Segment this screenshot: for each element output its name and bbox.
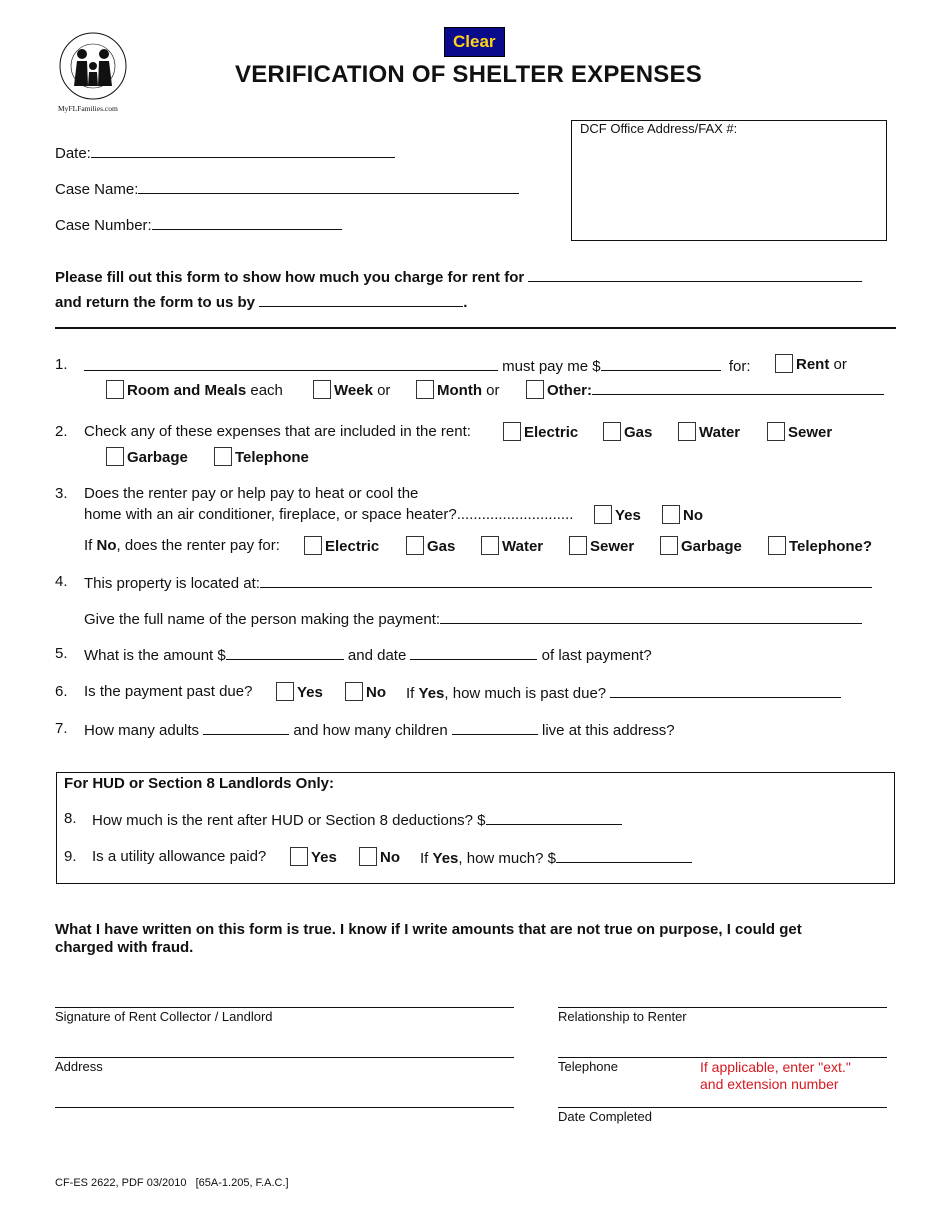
week-checkbox[interactable] [313, 380, 331, 399]
q1-payer-field[interactable] [84, 356, 498, 371]
signature-line[interactable] [55, 1007, 514, 1008]
q3-no-checkbox[interactable] [662, 505, 680, 524]
telephone-hint-2: and extension number [700, 1076, 839, 1092]
q7-adults-field[interactable] [203, 720, 289, 735]
return-by-field[interactable] [259, 292, 463, 307]
q6-yes-checkbox[interactable] [276, 682, 294, 701]
q7-children-field[interactable] [452, 720, 538, 735]
attest-line-1: What I have written on this form is true. I know if I write amounts that are not true on purpose, I could get [55, 921, 802, 938]
q3-if-no-text: If No, does the renter pay for: [84, 537, 280, 554]
form-title: VERIFICATION OF SHELTER EXPENSES [235, 61, 702, 88]
q3-telephone-option[interactable]: Telephone? [768, 536, 872, 555]
intro-line-1: Please fill out this form to show how much you charge for rent for [55, 267, 862, 286]
q3-line-1: Does the renter pay or help pay to heat or cool the [84, 485, 419, 502]
case-number-label: Case Number: [55, 217, 152, 234]
q3-no-option[interactable]: No [662, 505, 703, 524]
q3-garbage-option[interactable]: Garbage [660, 536, 742, 555]
family-logo-icon [52, 30, 134, 102]
q3-number: 3. [55, 485, 68, 502]
q3-sewer-option[interactable]: Sewer [569, 536, 634, 555]
q9-no-option[interactable]: No [359, 847, 400, 866]
q2-gas-checkbox[interactable] [603, 422, 621, 441]
q3-electric-option[interactable]: Electric [304, 536, 379, 555]
q4-address-field[interactable]: This property is located at: [84, 573, 872, 592]
q6-no-checkbox[interactable] [345, 682, 363, 701]
room-meals-option[interactable]: Room and Meals each [106, 380, 283, 399]
q2-text: Check any of these expenses that are included in the rent: [84, 423, 471, 440]
q9-yes-checkbox[interactable] [290, 847, 308, 866]
relationship-line[interactable] [558, 1007, 887, 1008]
address-label: Address [55, 1059, 103, 1074]
q3-yes-option[interactable]: Yes [594, 505, 641, 524]
q9-allowance-field[interactable]: If Yes, how much? $ [420, 848, 692, 867]
telephone-hint-1: If applicable, enter "ext." [700, 1059, 851, 1075]
q2-garbage-option[interactable]: Garbage [106, 447, 188, 466]
q6-yes-option[interactable]: Yes [276, 682, 323, 701]
q7-number: 7. [55, 720, 68, 737]
dcf-logo [52, 30, 134, 116]
q2-electric-checkbox[interactable] [503, 422, 521, 441]
q9-text: Is a utility allowance paid? [92, 848, 267, 865]
q2-water-option[interactable]: Water [678, 422, 740, 441]
date-completed-line[interactable] [558, 1107, 887, 1108]
q8-number: 8. [64, 810, 77, 827]
dcf-office-label: DCF Office Address/FAX #: [580, 121, 738, 136]
room-meals-checkbox[interactable] [106, 380, 124, 399]
q6-no-option[interactable]: No [345, 682, 386, 701]
q2-number: 2. [55, 423, 68, 440]
q9-yes-option[interactable]: Yes [290, 847, 337, 866]
section-divider [55, 327, 896, 329]
date-label: Date: [55, 145, 91, 162]
q3-sewer-checkbox[interactable] [569, 536, 587, 555]
q3-gas-option[interactable]: Gas [406, 536, 455, 555]
q2-sewer-checkbox[interactable] [767, 422, 785, 441]
q5-amount-field[interactable] [226, 645, 344, 660]
q4-payer-name-field[interactable]: Give the full name of the person making the payment: [84, 609, 862, 628]
q9-number: 9. [64, 848, 77, 865]
other-field[interactable] [592, 380, 884, 395]
q2-electric-option[interactable]: Electric [503, 422, 578, 441]
logo-caption: MyFLFamilies.com [58, 104, 118, 113]
date-completed-label: Date Completed [558, 1109, 652, 1124]
case-number-field[interactable] [55, 215, 342, 234]
q2-sewer-option[interactable]: Sewer [767, 422, 832, 441]
address-line-2[interactable] [55, 1107, 514, 1108]
relationship-label: Relationship to Renter [558, 1009, 687, 1024]
telephone-label: Telephone [558, 1059, 618, 1074]
attest-line-2: charged with fraud. [55, 939, 194, 956]
q2-garbage-checkbox[interactable] [106, 447, 124, 466]
other-option[interactable]: Other: [526, 380, 884, 399]
month-option[interactable]: Month or [416, 380, 500, 399]
q3-telephone-checkbox[interactable] [768, 536, 786, 555]
month-checkbox[interactable] [416, 380, 434, 399]
q1-line-1: must pay me $ for: [84, 356, 751, 375]
q3-electric-checkbox[interactable] [304, 536, 322, 555]
clear-button[interactable]: Clear [444, 27, 505, 57]
q6-text: Is the payment past due? [84, 683, 253, 700]
q7-line: How many adults and how many children live at this address? [84, 722, 675, 739]
q5-date-field[interactable] [410, 645, 537, 660]
q5-line: What is the amount $ and date of last payment? [84, 647, 652, 664]
address-line[interactable] [55, 1057, 514, 1058]
q3-water-checkbox[interactable] [481, 536, 499, 555]
q2-water-checkbox[interactable] [678, 422, 696, 441]
q3-gas-checkbox[interactable] [406, 536, 424, 555]
q6-number: 6. [55, 683, 68, 700]
q6-past-due-field[interactable]: If Yes, how much is past due? [406, 683, 841, 702]
q1-number: 1. [55, 356, 68, 373]
form-id-footer: CF-ES 2622, PDF 03/2010 [65A-1.205, F.A.C.] [55, 1177, 289, 1189]
q2-telephone-option[interactable]: Telephone [214, 447, 309, 466]
rent-for-field[interactable] [528, 267, 862, 282]
dcf-office-box[interactable] [571, 120, 887, 241]
q9-no-checkbox[interactable] [359, 847, 377, 866]
case-name-field[interactable] [55, 179, 519, 198]
case-name-label: Case Name: [55, 181, 139, 198]
telephone-line[interactable] [558, 1057, 887, 1058]
q8-rent-field[interactable]: How much is the rent after HUD or Section 8 deductions? $ [92, 810, 622, 829]
q2-gas-option[interactable]: Gas [603, 422, 652, 441]
date-field[interactable] [55, 143, 395, 162]
q4-number: 4. [55, 573, 68, 590]
rent-checkbox[interactable] [775, 354, 793, 373]
hud-heading: For HUD or Section 8 Landlords Only: [64, 775, 335, 792]
q1-amount-field[interactable] [601, 356, 721, 371]
q3-line-2: home with an air conditioner, fireplace, or space heater?............................ [84, 506, 574, 523]
other-checkbox[interactable] [526, 380, 544, 399]
intro-line-2: and return the form to us by . [55, 294, 468, 311]
rent-option[interactable]: Rent or [775, 354, 847, 373]
q2-telephone-checkbox[interactable] [214, 447, 232, 466]
q3-yes-checkbox[interactable] [594, 505, 612, 524]
week-option[interactable]: Week or [313, 380, 390, 399]
q3-garbage-checkbox[interactable] [660, 536, 678, 555]
q3-water-option[interactable]: Water [481, 536, 543, 555]
q5-number: 5. [55, 645, 68, 662]
signature-label: Signature of Rent Collector / Landlord [55, 1009, 273, 1024]
